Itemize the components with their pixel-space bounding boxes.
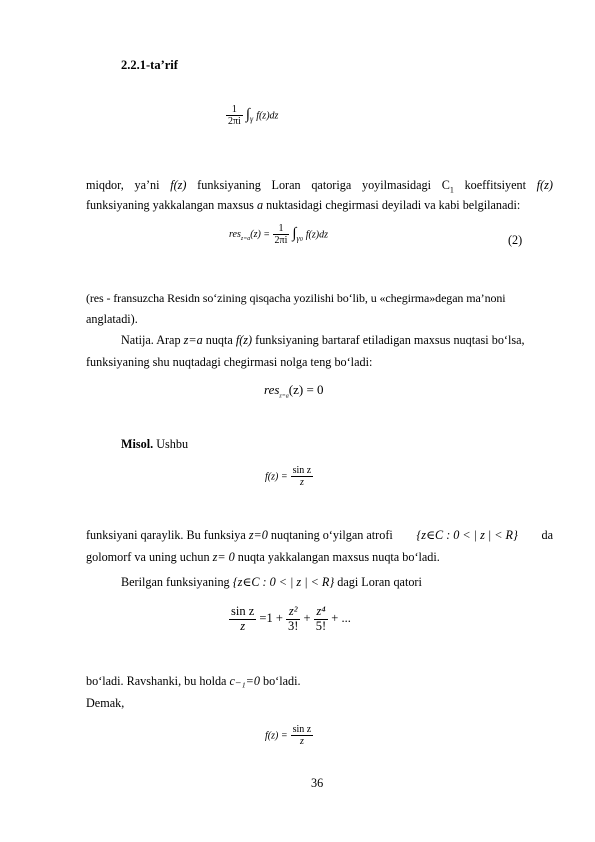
paragraph-5: Berilgan funksiyaning {z∈C : 0 < | z | < R} dagi Loran qatori <box>121 575 422 589</box>
formula-2-integrand: f(z)dz <box>305 229 328 241</box>
formula-1-integrand: f(z)dz <box>256 110 279 122</box>
formula-residue-definition: res$_{z=a}$(z) = $\frac{1}{2\pi i}$ $\int_{\gamma 0}$ f(z)dz <box>229 223 328 246</box>
paragraph-4-line-1: funksiyani qaraylik. Bu funksiya z=0 nuqtaning o‘yilgan atrofi {z∈C : 0 < | z | < R} da <box>86 528 553 542</box>
word: funksiyaning <box>197 178 261 192</box>
equation-number: (2) <box>508 233 523 247</box>
word: $C_1$ <box>441 178 454 195</box>
word: f(z) <box>536 178 553 192</box>
c-subscript: 1 <box>449 185 454 195</box>
formula-function: f(z) = $\frac{\text{sin z}}{z}$ <box>265 465 312 488</box>
formula-1-subscript: γ <box>249 114 254 124</box>
paragraph-7: Demak, <box>86 696 125 710</box>
page-number: 36 <box>311 776 324 790</box>
annulus-set: {z∈C : 0 < | z | < R} <box>232 575 335 589</box>
word: f(z) <box>170 178 187 192</box>
corollary-line-1: Natija. Arap z=a nuqta f(z) funksiyaning bartaraf etiladigan maxsus nuqtasi bo‘lsa, <box>121 333 525 347</box>
formula-1-numerator: 1 <box>226 104 243 116</box>
formula-residue-zero: res$_{z=a}$(z) = 0 <box>264 382 324 400</box>
corollary-line-2: funksiyaning shu nuqtadagi chegirmasi nolga teng bo‘ladi: <box>86 355 373 369</box>
paragraph-1-line-1 <box>86 178 553 194</box>
formula-integral-1 <box>226 104 278 127</box>
section-heading: 2.2.1-ta’rif <box>121 58 178 72</box>
paragraph-4-line-2: golomorf va uning uchun z= 0 nuqta yakkalangan maxsus nuqta bo‘ladi. <box>86 550 440 564</box>
word: miqdor, <box>86 178 124 192</box>
formula-2-res: res$_{z=a}$(z) <box>229 229 261 243</box>
paragraph-2-line-2: anglatadi). <box>86 312 138 326</box>
word: qatoriga <box>311 178 352 192</box>
formula-function-repeat: f(z) = $\frac{\text{sin z}}{z}$ <box>265 724 312 747</box>
example-heading: Misol. Ushbu <box>121 437 189 451</box>
paragraph-2-line-1: (res - fransuzcha Residn so‘zining qisqacha yozilishi bo‘lib, u «chegirma»degan ma’noni <box>86 291 506 305</box>
formula-2-numerator: 1 <box>273 223 290 235</box>
word: Loran <box>271 178 301 192</box>
paragraph-1-line-2: funksiyaning yakkalangan maxsus a nuktasidagi chegirmasi deyiladi va kabi belgilanadi: <box>86 198 521 212</box>
word: koeffitsiyent <box>464 178 526 192</box>
formula-laurent-series: $\frac{\text{sin z}}{z}$ =1 + $\frac{\text{z²}}{3!}$ + $\frac{\text{z⁴}}{5!}$ + ... <box>231 604 351 633</box>
word: ya’ni <box>134 178 160 192</box>
word: yoyilmasidagi <box>361 178 432 192</box>
formula-2-denominator: 2πi <box>274 235 288 246</box>
formula-1-denominator: 2πi <box>228 116 241 127</box>
paragraph-6: bo‘ladi. Ravshanki, bu holda c₋₁=0 bo‘ladi. <box>86 674 301 688</box>
annulus-set: {z∈C : 0 < | z | < R} <box>416 528 518 542</box>
formula-1-integral-sign: ∫ <box>245 106 250 123</box>
